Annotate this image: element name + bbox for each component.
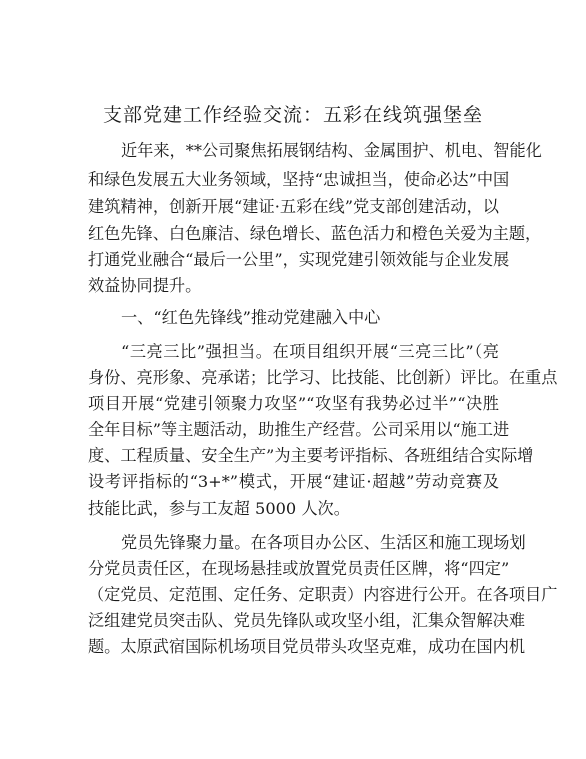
paragraph-2-line-2: 身份、亮形象、亮承诺；比学习、比技能、比创新）评比。在重点 bbox=[88, 368, 558, 387]
paragraph-3-line-5: 题。太原武宿国际机场项目党员带头攻坚克难，成功在国内机 bbox=[88, 637, 526, 656]
section-heading-1: 一、“红色先锋线”推动党建融入中心 bbox=[121, 308, 381, 327]
paragraph-2-line-3: 项目开展“党建引领聚力攻坚”“攻坚有我势必过半”“决胜 bbox=[88, 394, 499, 413]
paragraph-3-line-2: 分党员责任区，在现场悬挂或放置党员责任区牌，将“四定” bbox=[88, 559, 510, 578]
paragraph-1-line-6: 效益协同提升。 bbox=[88, 276, 202, 295]
paragraph-1-line-3: 建筑精神，创新开展“建证·五彩在线”党支部创建活动，以 bbox=[88, 197, 499, 216]
paragraph-2-line-7: 技能比武，参与工友超 5000 人次。 bbox=[88, 499, 350, 518]
paragraph-1-line-5: 打通党业融合“最后一公里”，实现党建引领效能与企业发展 bbox=[88, 250, 510, 269]
paragraph-2-line-5: 度、工程质量、安全生产”为主要考评指标、各班组结合实际增 bbox=[88, 446, 534, 465]
paragraph-2-line-6: 设考评指标的“3+*”模式，开展“建证·超越”劳动竞赛及 bbox=[88, 472, 499, 491]
paragraph-2-line-1: “三亮三比”强担当。在项目组织开展“三亮三比”（亮 bbox=[121, 342, 499, 361]
document-title: 支部党建工作经验交流：五彩在线筑强堡垒 bbox=[102, 104, 483, 126]
paragraph-1-line-2: 和绿色发展五大业务领域，坚持“忠诚担当，使命必达”中国 bbox=[88, 170, 510, 189]
paragraph-3-line-1: 党员先锋聚力量。在各项目办公区、生活区和施工现场划 bbox=[121, 533, 526, 552]
paragraph-1-line-1: 近年来，**公司聚焦拓展钢结构、金属围护、机电、智能化 bbox=[121, 141, 542, 160]
paragraph-1-line-4: 红色先锋、白色廉洁、绿色增长、蓝色活力和橙色关爱为主题， bbox=[88, 224, 542, 243]
paragraph-3-line-4: 泛组建党员突击队、党员先锋队或攻坚小组，汇集众智解决难 bbox=[88, 611, 526, 630]
paragraph-3-line-3: （定党员、定范围、定任务、定职责）内容进行公开。在各项目广 bbox=[88, 585, 558, 604]
paragraph-2-line-4: 全年目标”等主题活动，助推生产经营。公司采用以“施工进 bbox=[88, 420, 510, 439]
